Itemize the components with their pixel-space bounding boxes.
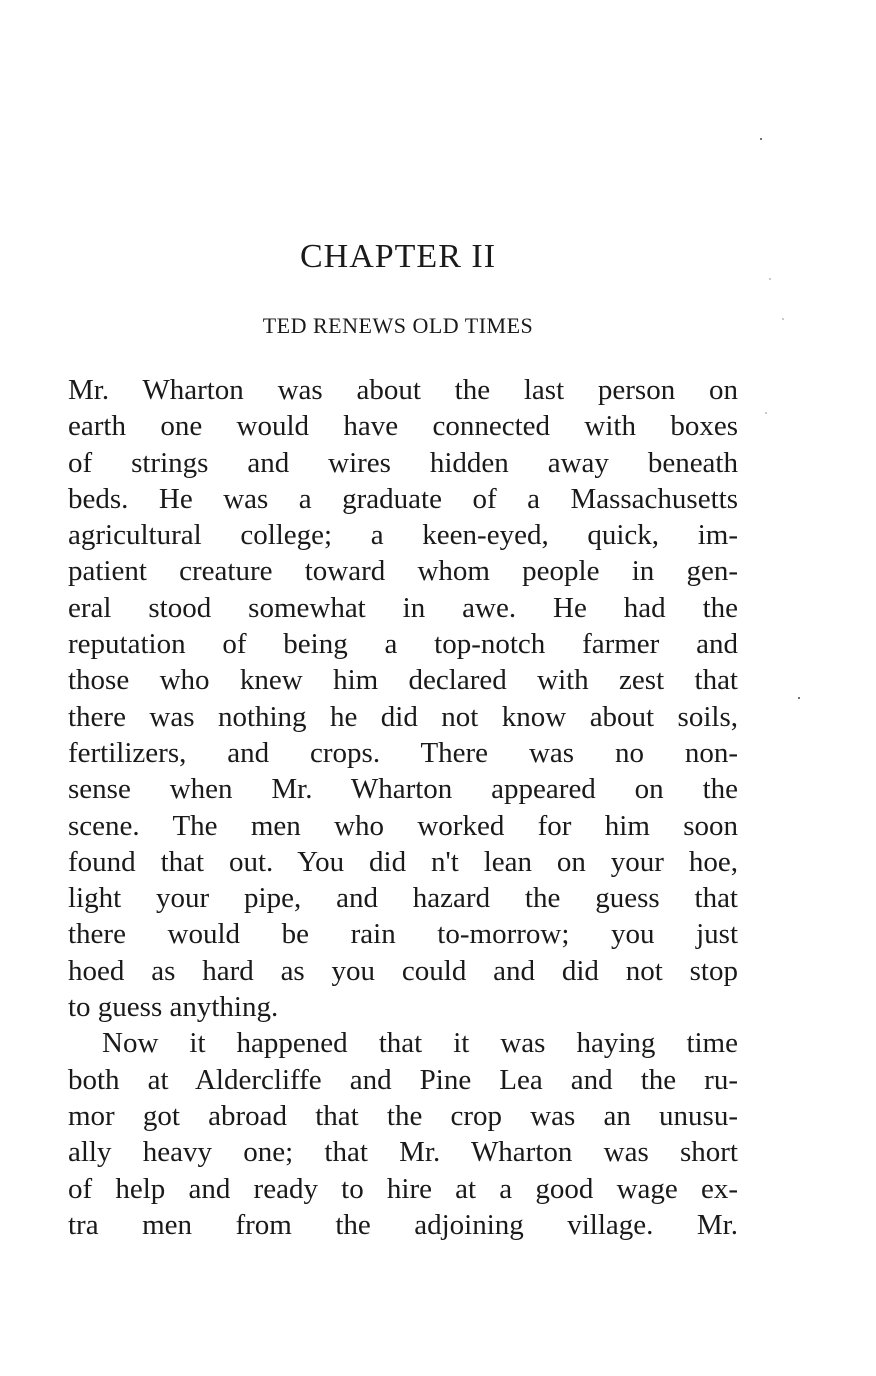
text-line: beds. He was a graduate of a Massachusetts — [68, 482, 738, 515]
text-line: there would be rain to-morrow; you just — [68, 918, 738, 951]
text-line: patient creature toward whom people in gen- — [68, 555, 738, 588]
text-line: earth one would have connected with boxes — [68, 410, 738, 443]
text-line: ally heavy one; that Mr. Wharton was short — [68, 1136, 738, 1169]
scan-speck — [760, 138, 762, 140]
chapter-body — [68, 372, 738, 1243]
scan-speck — [798, 697, 800, 699]
scan-speck — [782, 318, 784, 320]
text-line: fertilizers, and crops. There was no non- — [68, 736, 738, 769]
text-line: of strings and wires hidden away beneath — [68, 446, 738, 479]
text-line: both at Aldercliffe and Pine Lea and the ru- — [68, 1063, 738, 1096]
text-line: of help and ready to hire at a good wage ex- — [68, 1172, 738, 1205]
text-line: mor got abroad that the crop was an unusu- — [68, 1099, 738, 1132]
text-line: found that out. You did n't lean on your hoe, — [68, 845, 738, 878]
text-line: light your pipe, and hazard the guess that — [68, 882, 738, 915]
scan-speck — [765, 412, 767, 414]
text-line: tra men from the adjoining village. Mr. — [68, 1208, 738, 1241]
text-line: those who knew him declared with zest that — [68, 664, 738, 697]
chapter-title: CHAPTER II — [299, 238, 497, 275]
chapter-subtitle: TED RENEWS OLD TIMES — [262, 313, 534, 338]
text-line: Now it happened that it was haying time — [102, 1027, 738, 1060]
text-line: reputation of being a top-notch farmer and — [68, 628, 738, 661]
text-line: sense when Mr. Wharton appeared on the — [68, 773, 738, 806]
text-line: eral stood somewhat in awe. He had the — [68, 591, 738, 624]
paragraph-1 — [68, 372, 738, 1025]
text-line: scene. The men who worked for him soon — [68, 809, 738, 842]
text-line: Mr. Wharton was about the last person on — [68, 374, 738, 406]
text-line: there was nothing he did not know about soils, — [68, 700, 738, 733]
paragraph-2 — [68, 1025, 738, 1243]
text-line: agricultural college; a keen-eyed, quick, im- — [68, 519, 738, 552]
text-line: to guess anything. — [68, 991, 279, 1024]
scan-speck — [769, 278, 771, 280]
text-line: hoed as hard as you could and did not stop — [68, 954, 738, 987]
